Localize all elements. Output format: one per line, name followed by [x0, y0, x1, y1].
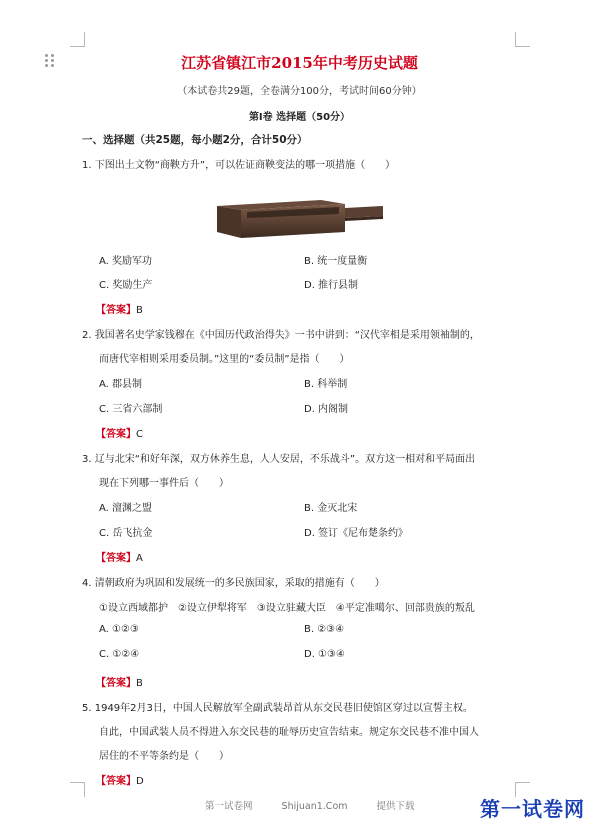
question-1-option-d: D. 推行县制 — [304, 280, 359, 291]
answer-value: D — [136, 776, 144, 787]
bronze-measure-artifact-image — [213, 188, 385, 240]
question-1-option-a: A. 奖励军功 — [99, 256, 153, 267]
question-2-answer — [96, 425, 143, 440]
question-1-answer — [96, 301, 143, 316]
question-3-stem: 3. 辽与北宋“和好年深，双方休养生息，人人安居，不乐战斗”。双方这一相对和平局面出 — [82, 454, 476, 465]
answer-value: B — [136, 678, 143, 689]
question-1-stem: 1. 下图出土文物“商鞅方升”，可以佐证商鞅变法的哪一项措施（ ） — [82, 160, 396, 171]
question-4-answer — [96, 674, 143, 689]
question-4-statements: ①设立西域都护 ②设立伊犁将军 ③设立驻藏大臣 ④平定准噶尔、回部贵族的叛乱 — [99, 603, 475, 614]
answer-label: 【答案】 — [96, 678, 136, 689]
question-3-answer — [96, 549, 143, 564]
question-2-option-a: A. 郡县制 — [99, 379, 143, 390]
question-3-option-c: C. 岳飞抗金 — [99, 528, 153, 539]
question-2-option-b: B. 科举制 — [304, 379, 348, 390]
crop-mark-top-right — [515, 32, 530, 47]
question-4-option-b: B. ②③④ — [304, 624, 345, 635]
answer-label: 【答案】 — [96, 553, 136, 564]
question-5-answer — [96, 772, 144, 787]
question-5-stem-cont-1: 自此，中国武装人员不得进入东交民巷的耻辱历史宣告结束。规定东交民巷不准中国人 — [99, 727, 479, 738]
question-5-stem: 5. 1949年2月3日，中国人民解放军全副武装昂首从东交民巷旧使馆区穿过以宣誓主权。 — [82, 703, 473, 714]
answer-value: B — [136, 305, 143, 316]
page-footer — [205, 798, 441, 812]
question-4-option-c: C. ①②④ — [99, 649, 140, 660]
question-5-stem-cont-2: 居住的不平等条约是（ ） — [99, 751, 229, 762]
question-3-option-a: A. 澶渊之盟 — [99, 503, 153, 514]
exam-info: （本试卷共29题，全卷满分100分，考试时间60分钟） — [177, 86, 422, 97]
crop-mark-top-left — [70, 32, 85, 47]
answer-label: 【答案】 — [96, 776, 136, 787]
question-1-option-c: C. 奖励生产 — [99, 280, 153, 291]
document-title: 江苏省镇江市2015年中考历史试题 — [181, 54, 418, 72]
answer-value: A — [136, 553, 143, 564]
question-2-stem-cont: 而唐代宰相则采用委员制。”这里的“委员制”是指（ ） — [99, 354, 350, 365]
question-3-option-b: B. 金灭北宋 — [304, 503, 358, 514]
footer-url: Shijuan1.Com — [281, 801, 348, 812]
question-4-option-d: D. ①③④ — [304, 649, 345, 660]
answer-value: C — [136, 429, 143, 440]
answer-label: 【答案】 — [96, 305, 136, 316]
site-watermark: 第一试卷网 — [480, 797, 585, 821]
footer-note: 提供下载 — [376, 801, 415, 812]
question-4-option-a: A. ①②③ — [99, 624, 139, 635]
question-2-option-d: D. 内阁制 — [304, 404, 349, 415]
question-3-stem-cont: 现在下列哪一事件后（ ） — [99, 478, 229, 489]
question-3-option-d: D. 签订《尼布楚条约》 — [304, 528, 409, 539]
footer-site: 第一试卷网 — [205, 801, 253, 812]
crop-mark-bottom-left — [70, 782, 85, 797]
question-4-stem: 4. 清朝政府为巩固和发展统一的多民族国家，采取的措施有（ ） — [82, 578, 385, 589]
answer-label: 【答案】 — [96, 429, 136, 440]
question-2-stem: 2. 我国著名史学家钱穆在《中国历代政治得失》一书中讲到：“汉代宰相是采用领袖制的， — [82, 330, 480, 341]
question-2-option-c: C. 三省六部制 — [99, 404, 163, 415]
part-heading: 第Ⅰ卷 选择题（50分） — [248, 112, 351, 123]
section-heading: 一、选择题（共25题，每小题2分，合计50分） — [82, 134, 308, 146]
question-1-option-b: B. 统一度量衡 — [304, 256, 368, 267]
